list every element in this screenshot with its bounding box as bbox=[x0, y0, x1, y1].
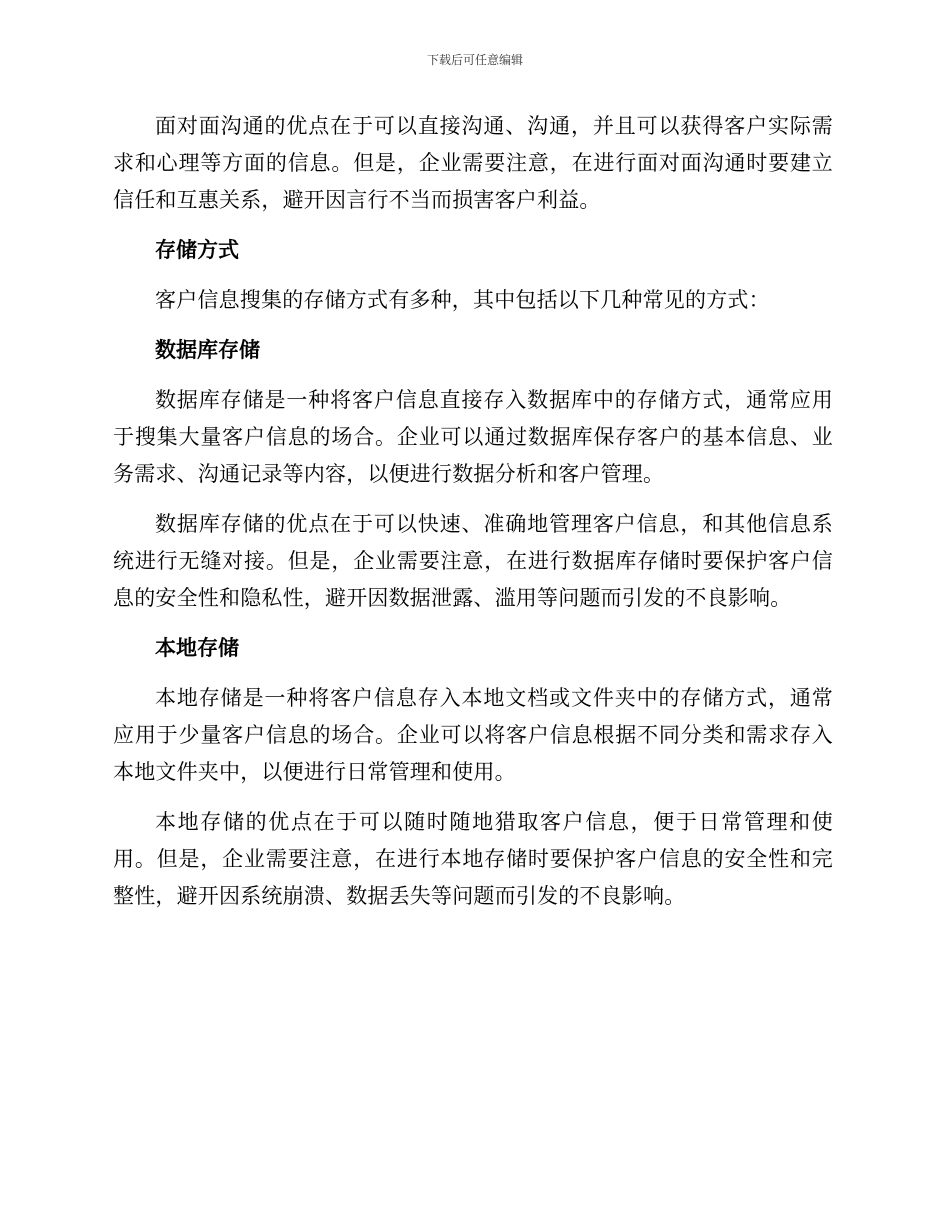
section-heading-database-storage: 数据库存储 bbox=[155, 338, 260, 362]
paragraph-storage-intro: 客户信息搜集的存储方式有多种，其中包括以下几种常见的方式： bbox=[155, 288, 770, 312]
page-header: 下载后可任意编辑 bbox=[426, 53, 523, 67]
section-heading-storage-methods: 存储方式 bbox=[155, 238, 239, 262]
document-body bbox=[113, 108, 833, 928]
paragraph-face-to-face-advantages: 面对面沟通的优点在于可以直接沟通、沟通，并且可以获得客户实际需求和心理等方面的信息。但是，企业需要注意，在进行面对面沟通时要建立信任和互惠关系，避开因言行不当而损害客户利益。 bbox=[113, 114, 833, 212]
paragraph-local-storage-advantages: 本地存储的优点在于可以随时随地猎取客户信息，便于日常管理和使用。但是，企业需要注意，在进行本地存储时要保护客户信息的安全性和完整性，避开因系统崩溃、数据丢失等问题而引发的不良影响。 bbox=[113, 810, 833, 908]
section-heading-local-storage: 本地存储 bbox=[155, 636, 239, 660]
paragraph-local-storage-definition: 本地存储是一种将客户信息存入本地文档或文件夹中的存储方式，通常应用于少量客户信息的场合。企业可以将客户信息根据不同分类和需求存入本地文件夹中，以便进行日常管理和使用。 bbox=[113, 686, 833, 784]
paragraph-database-storage-advantages: 数据库存储的优点在于可以快速、准确地管理客户信息，和其他信息系统进行无缝对接。但是，企业需要注意，在进行数据库存储时要保护客户信息的安全性和隐私性，避开因数据泄露、滥用等问题而引发的不良影响。 bbox=[113, 512, 833, 610]
paragraph-database-storage-definition: 数据库存储是一种将客户信息直接存入数据库中的存储方式，通常应用于搜集大量客户信息的场合。企业可以通过数据库保存客户的基本信息、业务需求、沟通记录等内容，以便进行数据分析和客户管理。 bbox=[113, 388, 833, 486]
